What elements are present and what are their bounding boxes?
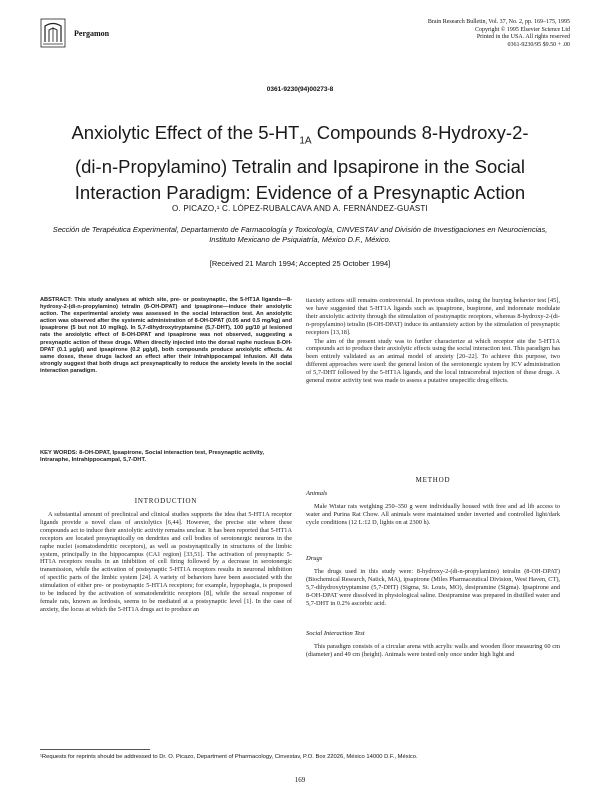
reprint-footnote: ¹Requests for reprints should be addressed to Dr. O. Picazo, Department of Pharmacology, Cinvestav, P.O. Box 22026, México 14000 D.F., México. xyxy=(40,754,418,760)
social-interaction-paragraph: This paradigm consists of a circular arena with acrylic walls and wooden floor measuring 60 cm (diameter) and 49 cm (height). Animals were tested only once under high light and xyxy=(306,643,560,658)
animals-text xyxy=(306,503,560,528)
author-affiliation: Sección de Terapéutica Experimental, Departamento de Farmacología y Toxicología, CINVESTAV and División de Investigaciones en Neurociencias, Instituto Mexicano de Psiquiatría, México D.F., México. xyxy=(52,225,548,244)
animals-heading: Animals xyxy=(306,490,328,497)
article-doi: 0361-9230(94)00273-8 xyxy=(266,86,334,93)
drugs-paragraph: The drugs used in this study were: 8-hydroxy-2-(di-n-propylamino) tetralin (8-OH-DPAT) (Biochemical Research, Natick, MA), ipsapirone (Miles Pharmaceutical Division, West Haven, CT), 5,7-dihydroxytryptamine (5,7-DHT) (Sigma, St. Louis, MO), desipramine (Sigma). Ipsapirone and 8-OH-DPAT were dissolved in physiological saline. Desipramine was prepared in distilled water and 5,7-DHT in 0.2% ascorbic acid. xyxy=(306,568,560,607)
title-subscript: 1A xyxy=(299,135,312,147)
printed-line: Printed in the USA. All rights reserved xyxy=(476,34,570,40)
intro-paragraph-continued: tiaxiety actions still remains controversial. In previous studies, using the burying behavior test [45], we have suggested that 5-HT1A ligands such as ipsapirone, buspirone, and indorenate modulate their anxiolytic activity through the stimulation of postsynaptic receptors, whereas 8-hydroxy-2-(di-n-propylamino) tetralin (8-OH-DPAT) induce its antianxiety action by the stimulation of presynaptic receptors [13,18]. xyxy=(306,297,560,336)
keywords: KEY WORDS: 8-OH-DPAT, Ipsapirone, Social interaction test, Presynaptic activity, Intraraphe, Intrahippocampal, 5,7-DHT. xyxy=(40,450,265,464)
animals-paragraph: Male Wistar rats weighing 250–350 g were individually housed with free and ad lib access to water and Purina Rat Chow. All animals were maintained under inverted and controlled light/dark cycle conditions (12 L:12 D, lights on at 2300 h). xyxy=(306,503,560,526)
method-heading: METHOD xyxy=(415,476,451,484)
introduction-paragraph: A substantial amount of preclinical and clinical studies supports the idea that 5-HT1A receptor ligands provide a novel class of anxiolytics [6,44]. However, the precise site where these compounds act to induce their anxiolytic activity remains unclear. It has been reported that 5-HT1A receptors are located presynaptically on dendrites and cell bodies of serotonergic neurons in the raphe nuclei (somatodendritic receptors), as well as postsynaptically in structures of the limbic system, principally in the hippocampus (CA1 region) [33,51]. The activation of presynaptic 5-HT1A receptors results in an inhibition of cell firing followed by a decrease in serotonergic transmission, while the activation of postsynaptic 5-HT1A receptors results in neuronal inhibition of specific parts of the limbic system [24]. A variety of behaviors have been associated with the stimulation of either pre- or postsynaptic 5-HT1A receptors; for example, hypophagia, is proposed to be induced by the activation of somatodendritic receptors [8], while the sexual response of female rats, known as lordosis, seems to be mediated at a postsynaptic level [1]. In the case of anxiety, the locus at which the 5-HT1A drugs act to produce an xyxy=(40,511,292,613)
title-line-3: Interaction Paradigm: Evidence of a Presynaptic Action xyxy=(74,181,526,203)
publisher-name: Pergamon xyxy=(74,29,110,38)
copyright-line: Copyright © 1995 Elsevier Science Ltd xyxy=(474,26,570,33)
journal-info xyxy=(350,19,570,49)
drugs-text xyxy=(306,568,560,609)
abstract: ABSTRACT: This study analyses at which site, pre- or postsynaptic, the 5-HT1A ligands—8-hydroxy-2-(di-n-propylamino) tetralin (8-OH-DPAT) and ipsapirone—induce their anxiolytic action. The experimental anxiety was assessed in the social interaction test. An anxiolytic action was observed after the systemic administration of 8-OH-DPAT (0.05 and 0.5 mg/kg) and ipsapirone (5 but not 10 mg/kg). In 5,7-dihydroxytryptamine (5,7-DHT), 100 µg/10 µl lesioned rats the anxiolytic effect of 8-OH-DPAT and ipsapirone was not observed, suggesting a presynaptic action of these drugs. When directly injected into the dorsal raphe nucleus 8-OH-DPAT (0.1 µg/µl) and ipsapirone (0.2 µg/µl), both compounds produce anxiolytic effects. At same doses, these drugs lacked an effect after their intrahippocampal infusion. All data strongly suggest that both drugs act presynaptically to reduce the anxiety levels in the social interaction paradigm. xyxy=(40,297,292,374)
author-list: O. PICAZO,¹ C. LÓPEZ-RUBALCAVA AND A. FERNÁNDEZ-GUASTI xyxy=(172,204,428,213)
publisher-block xyxy=(40,18,160,48)
social-interaction-text xyxy=(306,643,560,660)
article-title xyxy=(40,120,560,205)
title-line-1-part-b: Compounds 8-Hydroxy-2- xyxy=(311,122,529,143)
issn-line: 0361-9230/95 $9.50 + .00 xyxy=(507,41,570,48)
introduction-continued xyxy=(306,297,560,386)
page-number: 169 xyxy=(294,776,306,784)
footnote-divider xyxy=(40,749,150,750)
pergamon-logo-icon xyxy=(40,18,66,48)
intro-paragraph-aim: The aim of the present study was to further characterize at which receptor site the 5-HT1A compounds act to produce their anxiolytic effects using the social interaction test. This paradigm has been entirely validated as an animal model of anxiety [20–22]. To achieve this purpose, two different approaches were used: the general lesion of the serotonergic system by ICV administration of 5,7-DHT followed by the 5-HT1A ligands, and the local intracerebral injection of these drugs. A general motor activity test was made to assess a putative unspecific drug effects. xyxy=(306,337,560,385)
title-line-1 xyxy=(40,120,560,154)
introduction-text xyxy=(40,511,292,615)
received-dates: [Received 21 March 1994; Accepted 25 October 1994] xyxy=(209,259,391,268)
drugs-heading: Drugs xyxy=(306,555,323,562)
introduction-heading: INTRODUCTION xyxy=(134,497,198,505)
title-line-2: (di-n-Propylamino) Tetralin and Ipsapirone in the Social xyxy=(74,156,526,178)
journal-citation: Brain Research Bulletin, Vol. 37, No. 2, pp. 169–175, 1995 xyxy=(427,19,570,25)
title-line-1-part-a: Anxiolytic Effect of the 5-HT xyxy=(71,122,300,143)
social-interaction-heading: Social Interaction Test xyxy=(306,630,365,637)
